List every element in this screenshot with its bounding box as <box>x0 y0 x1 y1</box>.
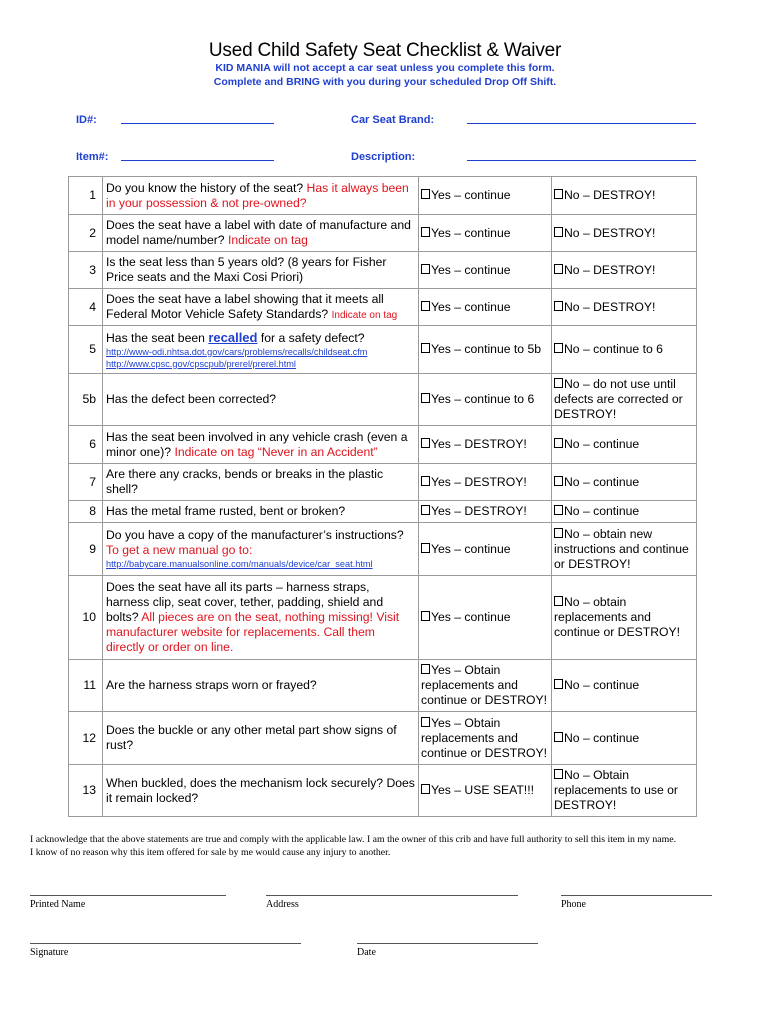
checkbox[interactable] <box>554 438 563 448</box>
checkbox[interactable] <box>554 301 563 311</box>
checkbox[interactable] <box>554 476 563 486</box>
yes-option[interactable]: Yes – Obtain replacements and continue or DESTROY! <box>419 660 552 712</box>
no-option[interactable]: No – continue to 6 <box>552 326 697 374</box>
car-seat-brand-label: Car Seat Brand: <box>351 114 435 126</box>
yes-option[interactable]: Yes – continue <box>419 215 552 252</box>
no-option[interactable]: No – DESTROY! <box>552 215 697 252</box>
question: Do you know the history of the seat? Has it always been in your possession & not pre-owned? <box>103 177 419 215</box>
checkbox[interactable] <box>554 505 563 515</box>
checkbox[interactable] <box>421 301 430 311</box>
checklist-row <box>69 464 697 501</box>
no-option[interactable]: No – Obtain replacements to use or DESTROY! <box>552 765 697 817</box>
yes-option[interactable]: Yes – DESTROY! <box>419 501 552 523</box>
checkbox[interactable] <box>554 769 563 779</box>
checkbox[interactable] <box>421 784 430 794</box>
yes-option[interactable]: Yes – DESTROY! <box>419 464 552 501</box>
checklist-row <box>69 374 697 426</box>
page-title: Used Child Safety Seat Checklist & Waiver <box>208 40 562 61</box>
checkbox[interactable] <box>421 189 430 199</box>
row-number: 10 <box>69 576 103 660</box>
no-option[interactable]: No – continue <box>552 712 697 765</box>
checklist-table <box>68 176 697 817</box>
printed-name-line[interactable] <box>30 895 226 896</box>
date-label: Date <box>357 947 376 958</box>
checkbox[interactable] <box>554 189 563 199</box>
yes-option[interactable]: Yes – continue <box>419 523 552 576</box>
checkbox[interactable] <box>421 476 430 486</box>
row-number: 2 <box>69 215 103 252</box>
yes-option[interactable]: Yes – continue <box>419 289 552 326</box>
checklist-row <box>69 765 697 817</box>
nhtsa-link[interactable]: http://www-odi.nhtsa.dot.gov/cars/problems/recalls/childseat.cfm <box>106 346 368 357</box>
no-option[interactable]: No – DESTROY! <box>552 289 697 326</box>
no-option[interactable]: No – DESTROY! <box>552 177 697 215</box>
checklist-row <box>69 712 697 765</box>
checklist-row <box>69 252 697 289</box>
checklist-row <box>69 215 697 252</box>
checkbox[interactable] <box>421 543 430 553</box>
row-number: 8 <box>69 501 103 523</box>
no-option[interactable]: No – continue <box>552 426 697 464</box>
question: Is the seat less than 5 years old? (8 years for Fisher Price seats and the Maxi Cosi Priori) <box>103 252 419 289</box>
checkbox[interactable] <box>554 528 563 538</box>
row-number: 9 <box>69 523 103 576</box>
checkbox[interactable] <box>421 717 430 727</box>
yes-option[interactable]: Yes – USE SEAT!!! <box>419 765 552 817</box>
checkbox[interactable] <box>554 732 563 742</box>
car-seat-brand-field[interactable] <box>467 123 696 124</box>
yes-option[interactable]: Yes – continue <box>419 576 552 660</box>
checkbox[interactable] <box>554 343 563 353</box>
checklist-row <box>69 326 697 374</box>
signature-label: Signature <box>30 947 69 958</box>
checklist-row <box>69 660 697 712</box>
question: Does the buckle or any other metal part show signs of rust? <box>103 712 419 765</box>
question: Has the seat been involved in any vehicle crash (even a minor one)? Indicate on tag “Never in an Accident” <box>103 426 419 464</box>
no-option[interactable]: No – DESTROY! <box>552 252 697 289</box>
no-option[interactable]: No – continue <box>552 464 697 501</box>
checkbox[interactable] <box>421 393 430 403</box>
description-label: Description: <box>351 151 416 163</box>
yes-option[interactable]: Yes – Obtain replacements and continue or DESTROY! <box>419 712 552 765</box>
yes-option[interactable]: Yes – continue <box>419 252 552 289</box>
address-line[interactable] <box>266 895 518 896</box>
yes-option[interactable]: Yes – continue to 5b <box>419 326 552 374</box>
yes-option[interactable]: Yes – continue <box>419 177 552 215</box>
row-number: 1 <box>69 177 103 215</box>
date-line[interactable] <box>357 943 538 944</box>
question: Are there any cracks, bends or breaks in the plastic shell? <box>103 464 419 501</box>
notice-line-1: KID MANIA will not accept a car seat unless you complete this form. <box>215 62 555 74</box>
item-field[interactable] <box>121 160 274 161</box>
question: Does the seat have all its parts – harness straps, harness clip, seat cover, tether, padding, shield and bolts? All pieces are on the seat, nothing missing! Visit manufacturer website for replacements. Call them directly or order on line. <box>103 576 419 660</box>
id-label: ID#: <box>76 114 97 126</box>
address-label: Address <box>266 899 299 910</box>
question: Do you have a copy of the manufacturer’s instructions? To get a new manual go to: http://babycare.manualsonline.com/manuals/device/car_seat.html <box>103 523 419 576</box>
checkbox[interactable] <box>554 378 563 388</box>
checklist-row <box>69 289 697 326</box>
notice-line-2: Complete and BRING with you during your scheduled Drop Off Shift. <box>213 76 557 88</box>
checklist-row <box>69 523 697 576</box>
question: Does the seat have a label with date of manufacture and model name/number? Indicate on tag <box>103 215 419 252</box>
row-number: 4 <box>69 289 103 326</box>
yes-option[interactable]: Yes – DESTROY! <box>419 426 552 464</box>
checkbox[interactable] <box>421 264 430 274</box>
row-number: 3 <box>69 252 103 289</box>
row-number: 11 <box>69 660 103 712</box>
checkbox[interactable] <box>421 343 430 353</box>
recalled-link[interactable]: recalled <box>208 329 258 345</box>
question: Has the metal frame rusted, bent or broken? <box>103 501 419 523</box>
checklist-row <box>69 426 697 464</box>
checkbox[interactable] <box>554 227 563 237</box>
row-number: 12 <box>69 712 103 765</box>
checkbox[interactable] <box>421 227 430 237</box>
checkbox[interactable] <box>421 438 430 448</box>
row-number: 5b <box>69 374 103 426</box>
no-option[interactable]: No – continue <box>552 501 697 523</box>
no-option[interactable]: No – do not use until defects are corrected or DESTROY! <box>552 374 697 426</box>
checkbox[interactable] <box>421 664 430 674</box>
signature-line[interactable] <box>30 943 301 944</box>
phone-line[interactable] <box>561 895 712 896</box>
printed-name-label: Printed Name <box>30 899 86 910</box>
acknowledgement: I acknowledge that the above statements are true and comply with the applicable law. I am the owner of this crib and have full authority to sell this item in my name. I know of no reason why this item offered for sale by me would cause any injury to another. <box>30 834 677 858</box>
question: Are the harness straps worn or frayed? <box>103 660 419 712</box>
row-number: 13 <box>69 765 103 817</box>
question: Does the seat have a label showing that it meets all Federal Motor Vehicle Safety Standards? Indicate on tag <box>103 289 419 326</box>
checkbox[interactable] <box>554 264 563 274</box>
description-field[interactable] <box>467 160 696 161</box>
question: Has the defect been corrected? <box>103 374 419 426</box>
yes-option[interactable]: Yes – continue to 6 <box>419 374 552 426</box>
checkbox[interactable] <box>554 679 563 689</box>
cpsc-link[interactable]: http://www.cpsc.gov/cpscpub/prerel/prerel.html <box>106 358 296 369</box>
question: Has the seat been recalled for a safety defect? http://www-odi.nhtsa.dot.gov/cars/problems/recalls/childseat.cfm http://www.cpsc.gov/cpscpub/prerel/prerel.html <box>103 326 419 374</box>
checkbox[interactable] <box>421 611 430 621</box>
row-number: 7 <box>69 464 103 501</box>
checklist-row <box>69 576 697 660</box>
checklist-row <box>69 501 697 523</box>
checklist-row <box>69 177 697 215</box>
id-field[interactable] <box>121 123 274 124</box>
manual-link[interactable]: http://babycare.manualsonline.com/manuals/device/car_seat.html <box>106 559 373 569</box>
item-label: Item#: <box>76 151 109 163</box>
question: When buckled, does the mechanism lock securely? Does it remain locked? <box>103 765 419 817</box>
no-option[interactable]: No – obtain replacements and continue or DESTROY! <box>552 576 697 660</box>
checkbox[interactable] <box>554 596 563 606</box>
row-number: 5 <box>69 326 103 374</box>
row-number: 6 <box>69 426 103 464</box>
no-option[interactable]: No – continue <box>552 660 697 712</box>
phone-label: Phone <box>561 899 586 910</box>
checkbox[interactable] <box>421 505 430 515</box>
no-option[interactable]: No – obtain new instructions and continue or DESTROY! <box>552 523 697 576</box>
